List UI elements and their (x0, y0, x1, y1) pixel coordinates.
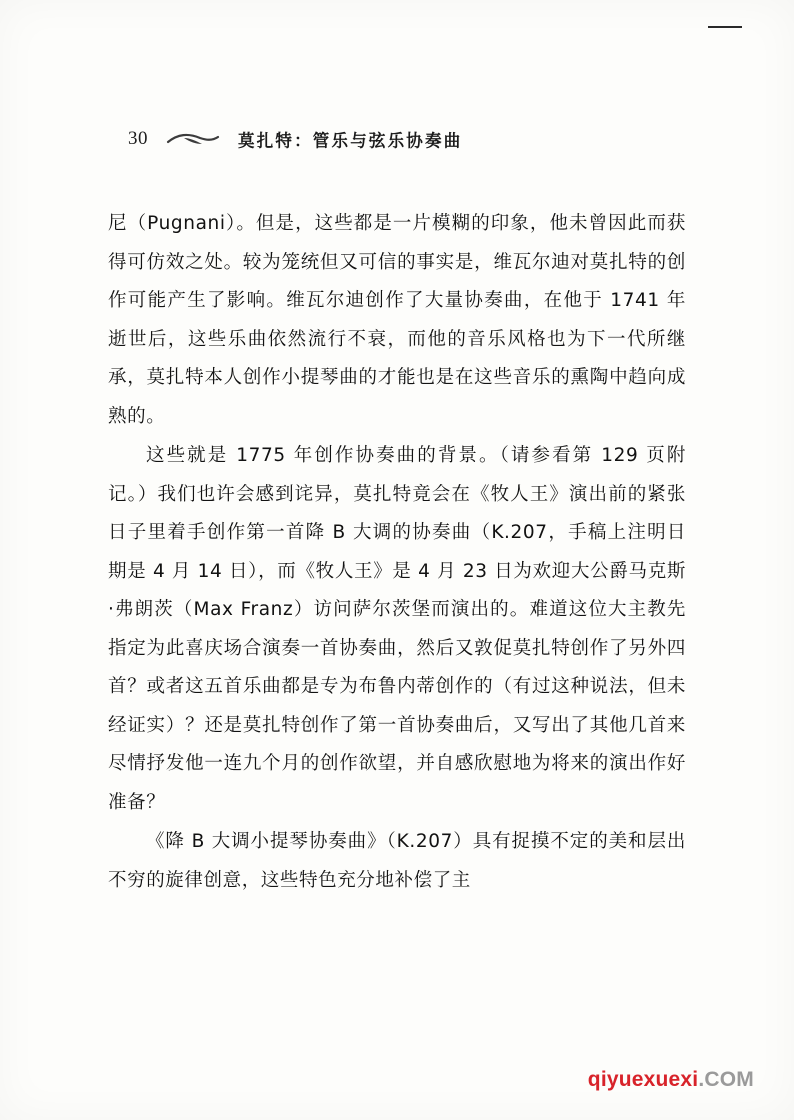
page-number: 30 (128, 128, 148, 149)
swash-ornament-icon (166, 129, 220, 149)
running-head (128, 122, 698, 156)
paragraph: 这些就是 1775 年创作协奏曲的背景。（请参看第 129 页附记。）我们也许会感到诧异，莫扎特竟会在《牧人王》演出前的紧张日子里着手创作第一首降 B 大调的协奏曲（K.207，手稿上注明日期是 4 月 14 日），而《牧人王》是 4 月 23 日为欢迎大公爵马克斯·弗朗茨（Max Franz）访问萨尔茨堡而演出的。难道这位大主教先指定为此喜庆场合演奏一首协奏曲，然后又敦促莫扎特创作了另外四首？或者这五首乐曲都是专为布鲁内蒂创作的（有过这种说法，但未经证实）？还是莫扎特创作了第一首协奏曲后，又写出了其他几首来尽情抒发他一连九个月的创作欲望，并自感欣慰地为将来的演出作好准备？ (108, 445, 686, 813)
page-body (108, 205, 686, 900)
watermark-secondary: .COM (698, 1068, 754, 1091)
paragraph: 尼（Pugnani）。但是，这些都是一片模糊的印象，他未曾因此而获得可仿效之处。较为笼统但又可信的事实是，维瓦尔迪对莫扎特的创作可能产生了影响。维瓦尔迪创作了大量协奏曲，在他于 1741 年逝世后，这些乐曲依然流行不衰，而他的音乐风格也为下一代所继承，莫扎特本人创作小提琴曲的才能也是在这些音乐的熏陶中趋向成熟的。 (108, 213, 686, 427)
running-head-title: 莫扎特：管乐与弦乐协奏曲 (238, 130, 463, 151)
paragraph: 《降 B 大调小提琴协奏曲》（K.207）具有捉摸不定的美和层出不穷的旋律创意，这些特色充分地补偿了主 (108, 831, 686, 891)
corner-rule-icon (708, 26, 742, 28)
watermark-primary: qiyuexuexi (587, 1068, 699, 1091)
site-watermark (588, 1068, 754, 1092)
